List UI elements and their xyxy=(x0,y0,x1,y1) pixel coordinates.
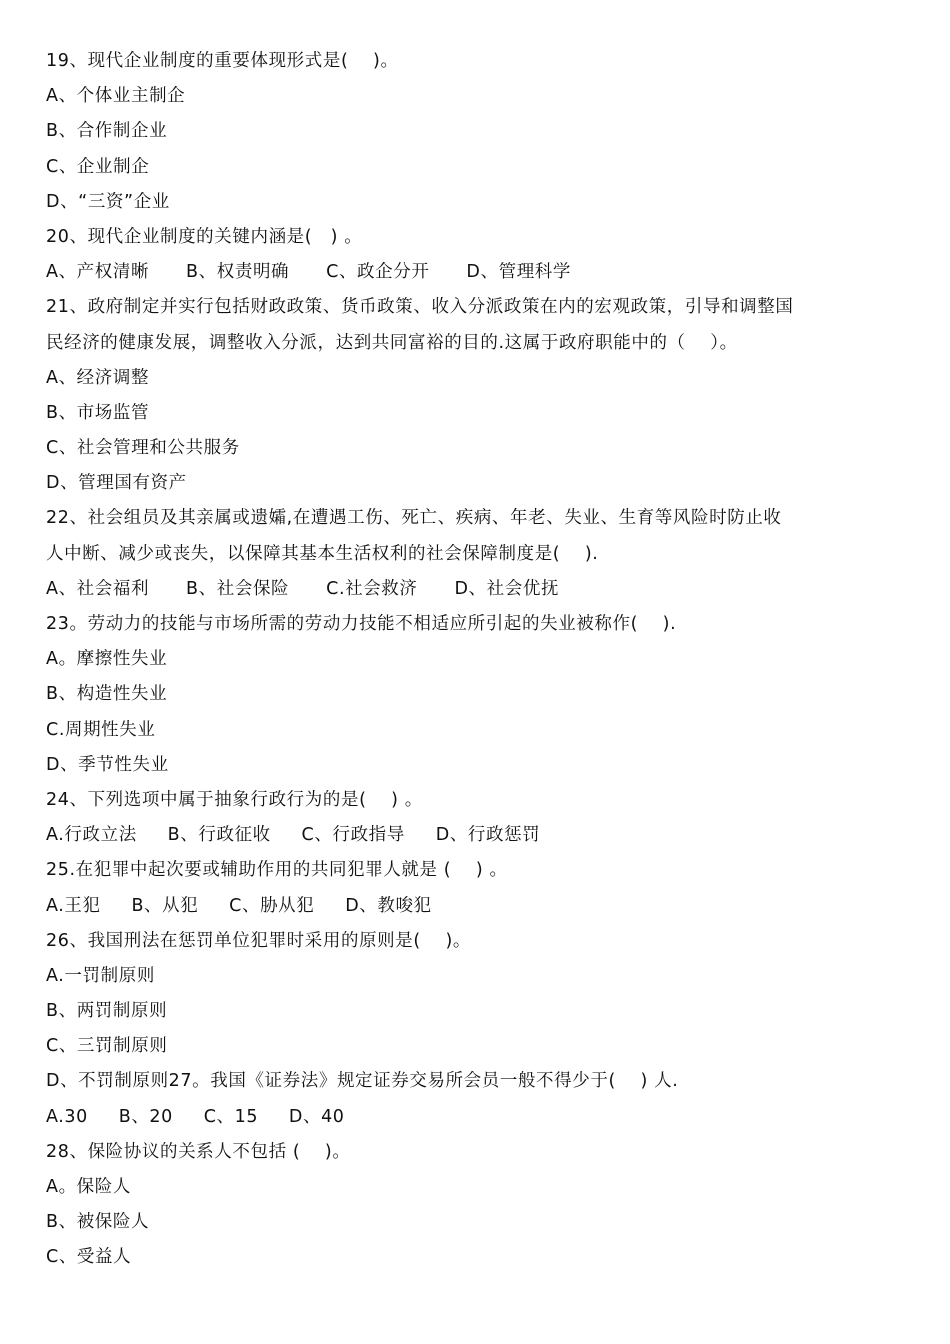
question-25-stem: 25.在犯罪中起次要或辅助作用的共同犯罪人就是 ( ) 。 xyxy=(46,860,508,881)
question-23-option-c: C.周期性失业 xyxy=(46,719,156,740)
question-20-options: A、产权清晰 B、权责明确 C、政企分开 D、管理科学 xyxy=(46,262,571,283)
question-28-option-b: B、被保险人 xyxy=(46,1212,150,1233)
question-21-option-d: D、管理国有资产 xyxy=(46,473,187,494)
question-21-stem-line-1: 21、政府制定并实行包括财政政策、货币政策、收入分派政策在内的宏观政策，引导和调整国 xyxy=(46,297,794,318)
question-21-option-c: C、社会管理和公共服务 xyxy=(46,438,240,459)
question-19-stem: 19、现代企业制度的重要体现形式是( )。 xyxy=(46,51,399,71)
question-23-option-d: D、季节性失业 xyxy=(46,754,169,775)
question-19-option-c: C、企业制企 xyxy=(46,156,150,177)
question-26-stem: 26、我国刑法在惩罚单位犯罪时采用的原则是( )。 xyxy=(46,930,471,951)
question-23-option-b: B、构造性失业 xyxy=(46,684,168,705)
question-28-option-a: A。保险人 xyxy=(46,1177,131,1197)
question-28-stem: 28、保险协议的关系人不包括 ( )。 xyxy=(46,1141,351,1162)
question-23-stem: 23。劳动力的技能与市场所需的劳动力技能不相适应所引起的失业被称作( ). xyxy=(46,614,677,634)
question-22-options: A、社会福利 B、社会保险 C.社会救济 D、社会优抚 xyxy=(46,578,560,599)
question-27-options: A.30 B、20 C、15 D、40 xyxy=(46,1106,345,1127)
question-22-stem-line-1: 22、社会组员及其亲属或遗孀,在遭遇工伤、死亡、疾病、年老、失业、生育等风险时防止收 xyxy=(46,508,782,529)
question-23-option-a: A。摩擦性失业 xyxy=(46,649,168,670)
question-20-stem: 20、现代企业制度的关键内涵是( ) 。 xyxy=(46,226,363,247)
question-22-stem-line-2: 人中断、减少或丧失，以保障其基本生活权利的社会保障制度是( ). xyxy=(46,543,599,564)
question-19-option-a: A、个体业主制企 xyxy=(46,86,186,107)
question-24-stem: 24、下列选项中属于抽象行政行为的是( ) 。 xyxy=(46,789,423,810)
question-21-stem-line-2: 民经济的健康发展，调整收入分派，达到共同富裕的目的.这属于政府职能中的（ ）。 xyxy=(46,332,738,353)
question-21-option-b: B、市场监管 xyxy=(46,402,150,423)
question-28-option-c: C、受益人 xyxy=(46,1247,132,1268)
question-24-options: A.行政立法 B、行政征收 C、行政指导 D、行政惩罚 xyxy=(46,825,541,846)
question-26-option-b: B、两罚制原则 xyxy=(46,1001,168,1022)
question-26-option-d-and-question-27-stem: D、不罚制原则27。我国《证券法》规定证券交易所会员一般不得少于( ) 人. xyxy=(46,1071,679,1092)
question-26-option-a: A.一罚制原则 xyxy=(46,965,155,986)
question-19-option-d: D、“三资”企业 xyxy=(46,191,170,212)
question-21-option-a: A、经济调整 xyxy=(46,367,150,388)
question-26-option-c: C、三罚制原则 xyxy=(46,1036,168,1057)
document-page xyxy=(46,44,906,1276)
question-19-option-b: B、合作制企业 xyxy=(46,121,168,142)
question-25-options: A.王犯 B、从犯 C、胁从犯 D、教唆犯 xyxy=(46,895,432,916)
